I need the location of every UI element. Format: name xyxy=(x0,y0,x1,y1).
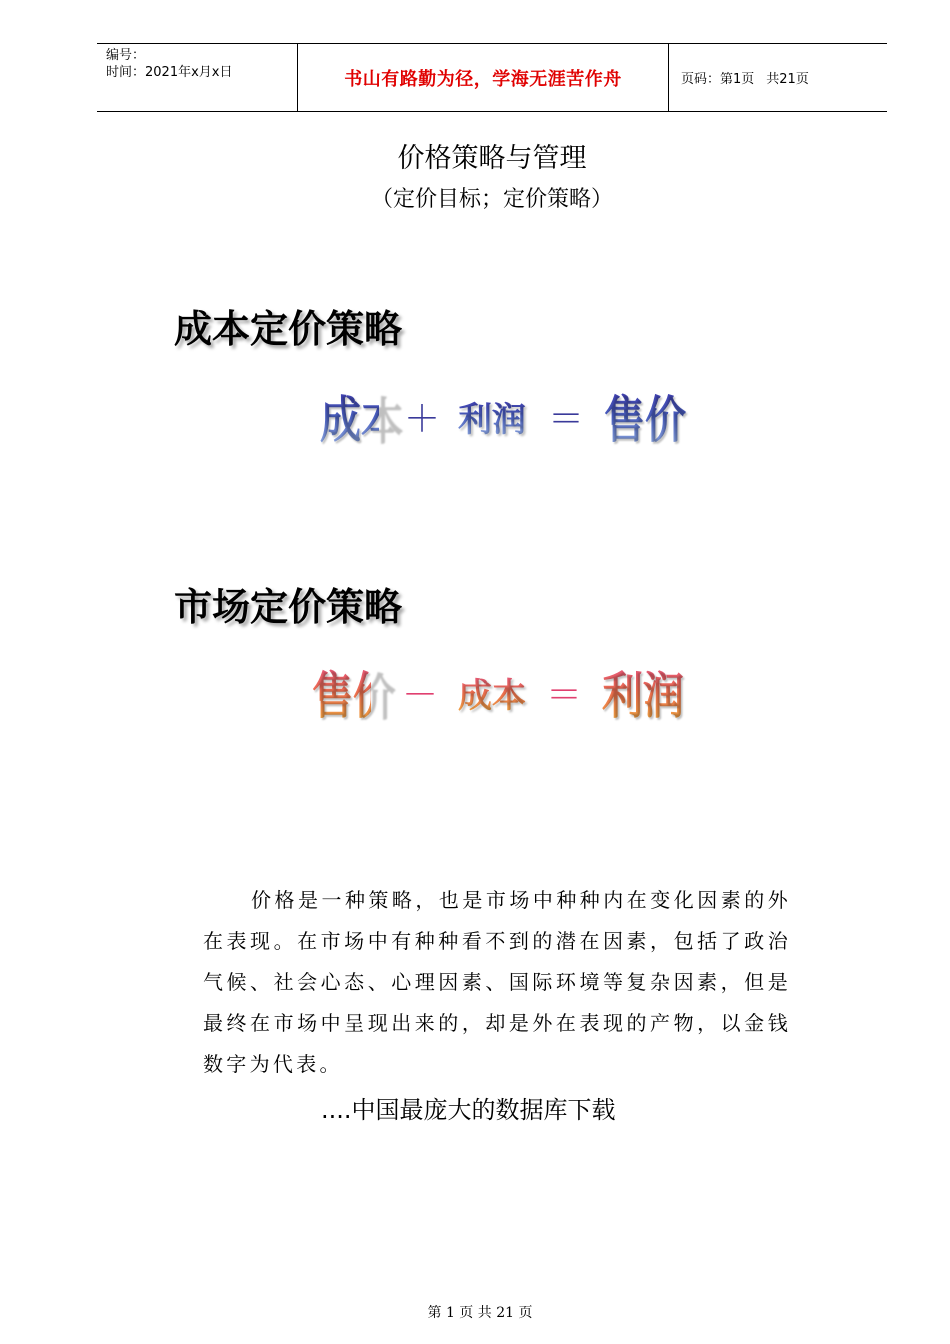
formula-term-cost: 成本 xyxy=(320,380,379,452)
page-footer: 第 1 页 共 21 页 xyxy=(427,1305,533,1321)
header-page-cell xyxy=(669,44,887,111)
header-motto-cell xyxy=(298,44,669,111)
formula-market-pricing xyxy=(312,656,702,728)
header-meta-cell xyxy=(97,44,298,111)
formula-result-profit: 利润 xyxy=(602,656,684,728)
section-heading-cost-pricing: 成本定价策略 xyxy=(174,307,403,351)
formula-minus-operator: － xyxy=(402,674,439,716)
header-page-number: 页码：第1页 xyxy=(681,72,755,87)
document-subtitle: （定价目标；定价策略） xyxy=(370,187,613,212)
formula-equals-operator: ＝ xyxy=(546,674,583,716)
formula-result-price: 售价 xyxy=(604,380,686,452)
formula-plus-operator: ＋ xyxy=(404,398,441,440)
header-page-total: 共21页 xyxy=(766,72,809,87)
section-heading-market-pricing: 市场定价策略 xyxy=(174,585,403,629)
formula-term-price: 售价 xyxy=(312,656,371,728)
page-header xyxy=(97,43,887,112)
formula-equals-operator: ＝ xyxy=(548,398,585,440)
document-number-label: 编号： xyxy=(106,48,146,63)
formula-term-profit: 利润 xyxy=(458,392,526,441)
body-paragraph: 价格是一种策略，也是市场中种种内在变化因素的外在表现。在市场中有种种看不到的潜在因素，包括了政治气候、社会心态、心理因素、国际环境等复杂因素，但是最终在市场中呈现出来的，却是外在表现的产物，以金钱数字为代表。 xyxy=(203,888,791,1076)
download-line: ....中国最庞大的数据库下载 xyxy=(321,1096,616,1124)
header-motto: 书山有路勤为径，学海无涯苦作舟 xyxy=(344,68,622,90)
formula-term-cost: 成本 xyxy=(458,668,526,717)
document-title: 价格策略与管理 xyxy=(397,143,587,174)
formula-cost-pricing xyxy=(320,380,704,452)
document-date-label: 时间：2021年x月x日 xyxy=(106,65,233,80)
